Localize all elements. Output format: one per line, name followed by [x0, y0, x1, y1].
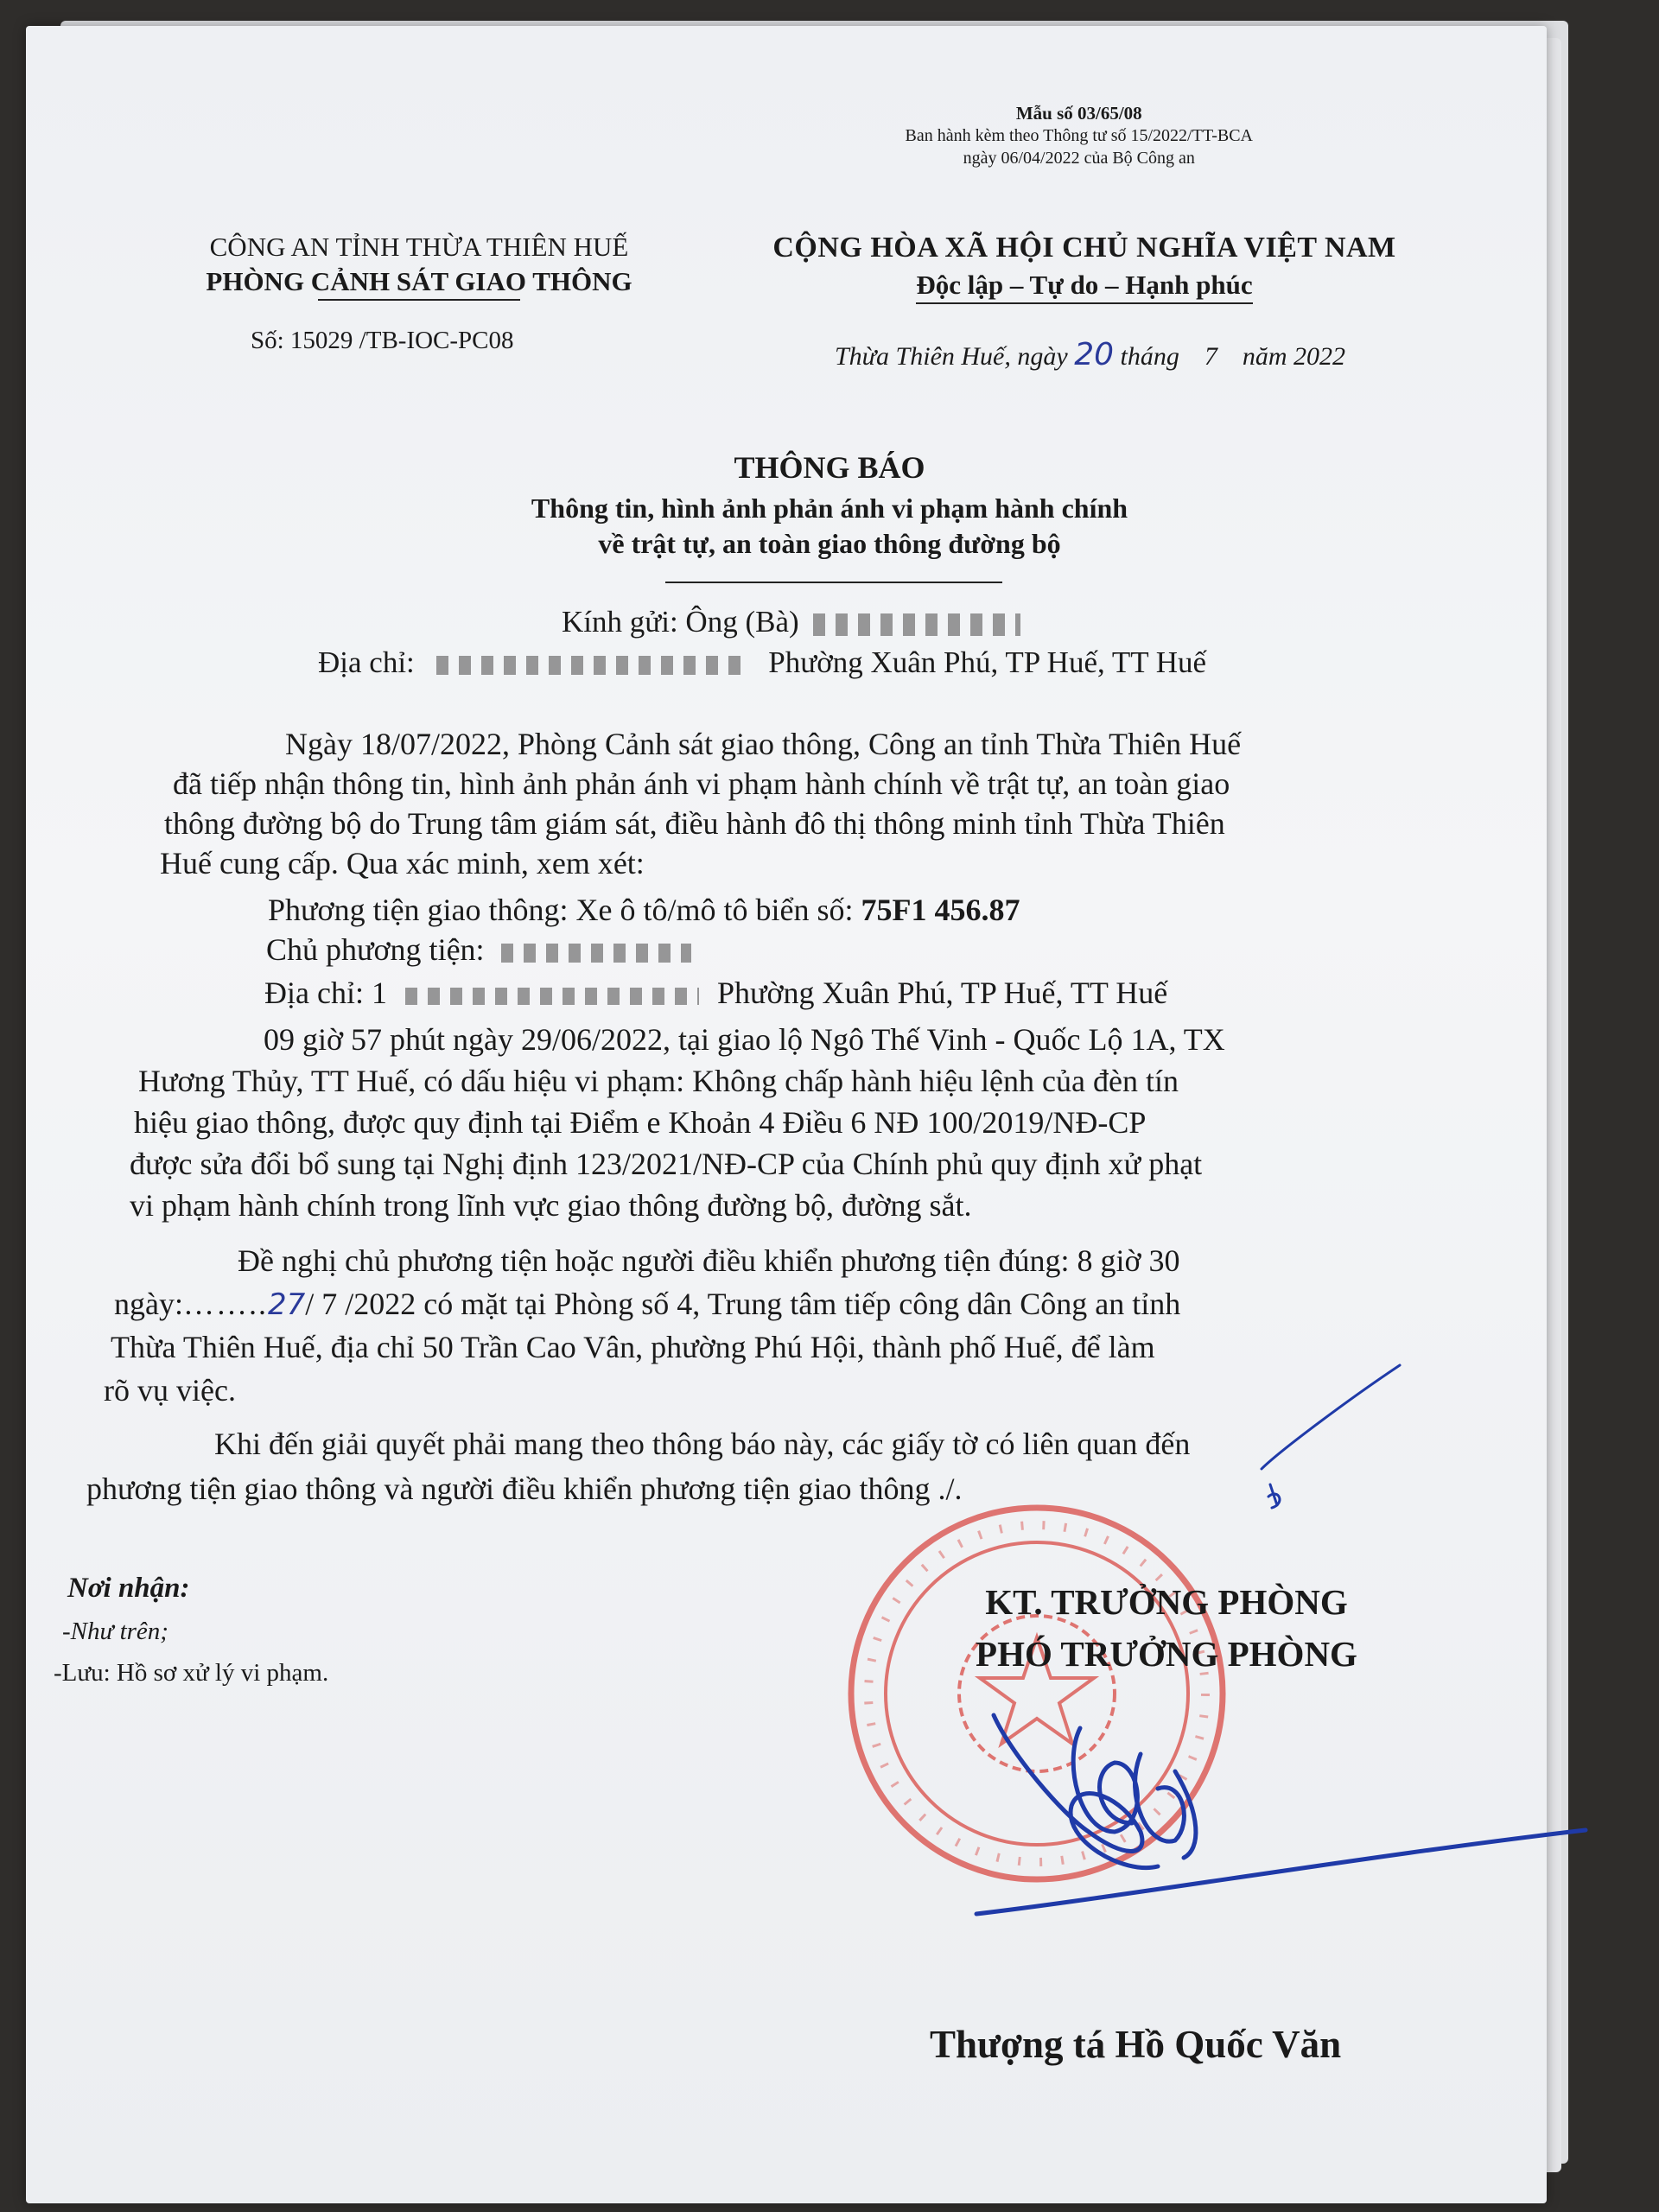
closing-line2: phương tiện giao thông và người điều khiển phương tiện giao thông ./.: [86, 1471, 963, 1506]
form-issued-date: ngày 06/04/2022 của Bộ Công an: [963, 149, 1195, 168]
redacted-owner-address: [405, 988, 699, 1005]
recipients-item-1: -Như trên;: [62, 1618, 168, 1645]
date-year: năm 2022: [1242, 342, 1346, 371]
agency-parent: CÔNG AN TỈNH THỪA THIÊN HUẾ: [209, 232, 629, 262]
violation-line1: 09 giờ 57 phút ngày 29/06/2022, tại giao lộ Ngô Thế Vinh - Quốc Lộ 1A, TX: [264, 1022, 1225, 1057]
national-header: [717, 232, 1452, 301]
notice-title-block: [0, 449, 1659, 560]
violation-line5: vi phạm hành chính trong lĩnh vực giao thông đường bộ, đường sắt.: [130, 1188, 972, 1223]
redacted-recipient-name: [813, 613, 1020, 636]
title-underline: [665, 582, 1002, 583]
notice-subtitle-2: về trật tự, an toàn giao thông đường bộ: [598, 528, 1061, 559]
owner-address-line: [264, 973, 1167, 1013]
address-label: Địa chỉ:: [318, 645, 415, 679]
signature-title-1: KT. TRƯỞNG PHÒNG: [985, 1582, 1348, 1622]
request-day-handwritten: 27: [267, 1287, 306, 1322]
notice-title: THÔNG BÁO: [734, 450, 925, 485]
signer-name: Thượng tá Hồ Quốc Văn: [930, 2023, 1342, 2066]
nation-motto: Độc lập – Tự do – Hạnh phúc: [916, 270, 1253, 300]
date-prefix: Thừa Thiên Huế, ngày: [835, 342, 1068, 371]
redacted-address: [436, 656, 747, 675]
document-number: Số: 15029 /TB-IOC-PC08: [251, 327, 514, 354]
form-reference: [906, 102, 1254, 169]
body-p1-line4: Huế cung cấp. Qua xác minh, xem xét:: [160, 846, 645, 880]
agency-header: [138, 232, 700, 297]
signature-title-2: PHÓ TRƯỞNG PHÒNG: [976, 1634, 1357, 1674]
recipients-item-2: -Lưu: Hồ sơ xử lý vi phạm.: [54, 1659, 329, 1687]
recipient-line: [562, 605, 1020, 639]
owner-address-label: Địa chỉ: 1: [264, 976, 387, 1010]
recipients-title: Nơi nhận:: [67, 1573, 190, 1604]
request-line4: rõ vụ việc.: [104, 1373, 236, 1408]
redacted-owner-name: [501, 944, 691, 963]
license-plate: 75F1 456.87: [861, 893, 1020, 927]
address-tail: Phường Xuân Phú, TP Huế, TT Huế: [768, 645, 1207, 679]
vehicle-line: [268, 890, 1020, 930]
date-month: 7: [1204, 342, 1217, 371]
request-date-dots: ……..: [182, 1287, 268, 1321]
request-line3: Thừa Thiên Huế, địa chỉ 50 Trần Cao Vân, phường Phú Hội, thành phố Huế, để làm: [111, 1330, 1155, 1364]
date-month-label: tháng: [1120, 342, 1179, 371]
owner-address-tail: Phường Xuân Phú, TP Huế, TT Huế: [716, 976, 1168, 1010]
request-line2: [114, 1284, 1180, 1325]
date-day-handwritten: 20: [1074, 337, 1114, 372]
body-p1-line3: thông đường bộ do Trung tâm giám sát, điều hành đô thị thông minh tỉnh Thừa Thiên: [164, 806, 1225, 841]
request-date-prefix: ngày:: [114, 1287, 183, 1321]
violation-line2: Hương Thủy, TT Huế, có dấu hiệu vi phạm: Không chấp hành hiệu lệnh của đèn tín: [138, 1064, 1179, 1098]
body-p1-line2: đã tiếp nhận thông tin, hình ảnh phản ánh vi phạm hành chính về trật tự, an toàn giao: [173, 766, 1230, 801]
owner-line: [266, 930, 691, 969]
vehicle-label: Phương tiện giao thông: Xe ô tô/mô tô biển số:: [268, 893, 854, 927]
body-p1-line1: Ngày 18/07/2022, Phòng Cảnh sát giao thông, Công an tỉnh Thừa Thiên Huế: [285, 727, 1242, 761]
owner-label: Chủ phương tiện:: [266, 932, 485, 967]
closing-line1: Khi đến giải quyết phải mang theo thông báo này, các giấy tờ có liên quan đến: [214, 1427, 1191, 1461]
request-date-suffix: / 7 /2022 có mặt tại Phòng số 4, Trung tâm tiếp công dân Công an tỉnh: [305, 1287, 1181, 1321]
recipient-address-line: [318, 645, 1206, 680]
nation-name: CỘNG HÒA XÃ HỘI CHỦ NGHĨA VIỆT NAM: [772, 232, 1396, 264]
notice-subtitle-1: Thông tin, hình ảnh phản ánh vi phạm hành chính: [531, 493, 1128, 524]
agency-name: PHÒNG CẢNH SÁT GIAO THÔNG: [206, 266, 632, 296]
violation-line3: hiệu giao thông, được quy định tại Điểm e Khoản 4 Điều 6 NĐ 100/2019/NĐ-CP: [134, 1105, 1147, 1140]
violation-line4: được sửa đổi bổ sung tại Nghị định 123/2021/NĐ-CP của Chính phủ quy định xử phạt: [130, 1147, 1203, 1181]
issue-date: [835, 337, 1345, 372]
form-issued-with: Ban hành kèm theo Thông tư số 15/2022/TT-BCA: [905, 126, 1253, 145]
request-line1: Đề nghị chủ phương tiện hoặc người điều khiển phương tiện đúng: 8 giờ 30: [238, 1243, 1180, 1278]
form-number: Mẫu số 03/65/08: [1015, 103, 1142, 124]
recipient-label: Kính gửi: Ông (Bà): [562, 605, 799, 639]
